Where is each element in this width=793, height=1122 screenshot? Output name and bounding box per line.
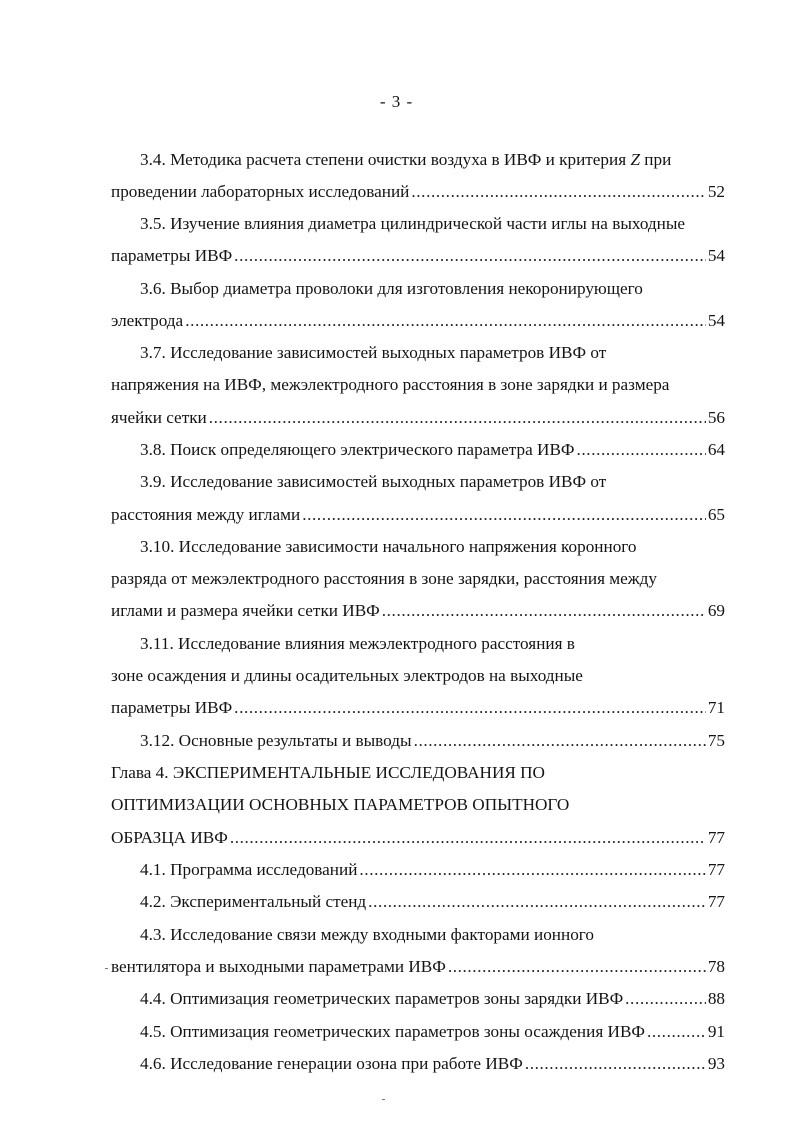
toc-page-number: 91: [707, 1022, 725, 1041]
toc-page-number: 54: [707, 246, 725, 265]
dot-leader: [234, 695, 706, 721]
toc-page-number: 56: [707, 408, 725, 427]
chapter-heading-line: ОПТИМИЗАЦИИ ОСНОВНЫХ ПАРАМЕТРОВ ОПЫТНОГО: [111, 795, 570, 814]
toc-line: 3.5. Изучение влияния диаметра цилиндрической части иглы на выходные: [140, 214, 686, 233]
toc-line: 3.9. Исследование зависимостей выходных параметров ИВФ от: [140, 472, 607, 491]
toc-entry: иглами и размера ячейки сетки ИВФ ..... 69: [111, 598, 725, 624]
toc-entry: расстояния между иглами ..... 65: [111, 502, 725, 528]
dot-leader: [382, 598, 706, 624]
dot-leader: [185, 308, 706, 334]
toc-page-number: 77: [707, 892, 725, 911]
toc-line: 3.6. Выбор диаметра проволоки для изготовления некоронирующего: [140, 279, 643, 298]
scan-speck: [382, 1099, 385, 1100]
toc-entry: электрода ..... 54: [111, 308, 725, 334]
toc-entry: ОБРАЗЦА ИВФ ..... 77: [111, 825, 725, 851]
toc-page-number: 93: [707, 1054, 725, 1073]
toc-line: 3.7. Исследование зависимостей выходных параметров ИВФ от: [140, 343, 607, 362]
toc-entry: вентилятора и выходными параметрами ИВФ ..... 78: [111, 954, 725, 980]
toc-page-number: 69: [707, 601, 725, 620]
toc-line: 3.4. Методика расчета степени очистки воздуха в ИВФ и критерия Z при: [140, 150, 672, 169]
dot-leader: [359, 857, 705, 883]
toc-page-number: 88: [707, 989, 725, 1008]
toc-entry: 4.5. Оптимизация геометрических параметров зоны осаждения ИВФ ..... 91: [140, 1019, 725, 1045]
toc-entry: 4.4. Оптимизация геометрических параметров зоны зарядки ИВФ ..... 88: [140, 986, 725, 1012]
chapter-heading-line: Глава 4. ЭКСПЕРИМЕНТАЛЬНЫЕ ИССЛЕДОВАНИЯ ПО: [111, 763, 545, 782]
toc-entry: параметры ИВФ ..... 71: [111, 695, 725, 721]
toc-page-number: 75: [707, 731, 725, 750]
toc-entry: 4.1. Программа исследований ..... 77: [140, 857, 725, 883]
page-number: - 3 -: [379, 92, 414, 111]
scan-speck: [105, 968, 108, 969]
toc-line: напряжения на ИВФ, межэлектродного расстояния в зоне зарядки и размера: [111, 375, 670, 394]
toc-line: 4.3. Исследование связи между входными факторами ионного: [140, 925, 594, 944]
toc-line: 3.11. Исследование влияния межэлектродного расстояния в: [140, 634, 575, 653]
dot-leader: [577, 437, 706, 463]
dot-leader: [647, 1019, 706, 1045]
toc-entry: параметры ИВФ ..... 54: [111, 243, 725, 269]
dot-leader: [448, 954, 706, 980]
toc-entry: проведении лабораторных исследований ..... 52: [111, 179, 725, 205]
toc-page-number: 78: [707, 957, 725, 976]
toc-line: разряда от межэлектродного расстояния в зоне зарядки, расстояния между: [111, 569, 658, 588]
toc-page-number: 54: [707, 311, 725, 330]
toc-entry: ячейки сетки ..... 56: [111, 405, 725, 431]
toc-entry: 3.8. Поиск определяющего электрического параметра ИВФ ..... 64: [140, 437, 725, 463]
dot-leader: [234, 243, 706, 269]
dot-leader: [209, 405, 706, 431]
toc-page-number: 65: [707, 505, 725, 524]
dot-leader: [368, 889, 706, 915]
toc-page-number: 64: [707, 440, 725, 459]
toc-line: зоне осаждения и длины осадительных электродов на выходные: [111, 666, 583, 685]
dot-leader: [302, 502, 706, 528]
toc-entry: 4.2. Экспериментальный стенд ..... 77: [140, 889, 725, 915]
dot-leader: [525, 1051, 706, 1077]
dot-leader: [625, 986, 706, 1012]
toc-line: 3.10. Исследование зависимости начального напряжения коронного: [140, 537, 637, 556]
toc-entry: 4.6. Исследование генерации озона при работе ИВФ ..... 93: [140, 1051, 725, 1077]
toc-entry: 3.12. Основные результаты и выводы ..... 75: [140, 728, 725, 754]
toc-page-number: 71: [707, 698, 725, 717]
toc-page-number: 52: [707, 182, 725, 201]
toc-page-number: 77: [707, 828, 725, 847]
dot-leader: [414, 728, 706, 754]
toc-page-number: 77: [707, 860, 725, 879]
dot-leader: [411, 179, 705, 205]
dot-leader: [230, 825, 706, 851]
